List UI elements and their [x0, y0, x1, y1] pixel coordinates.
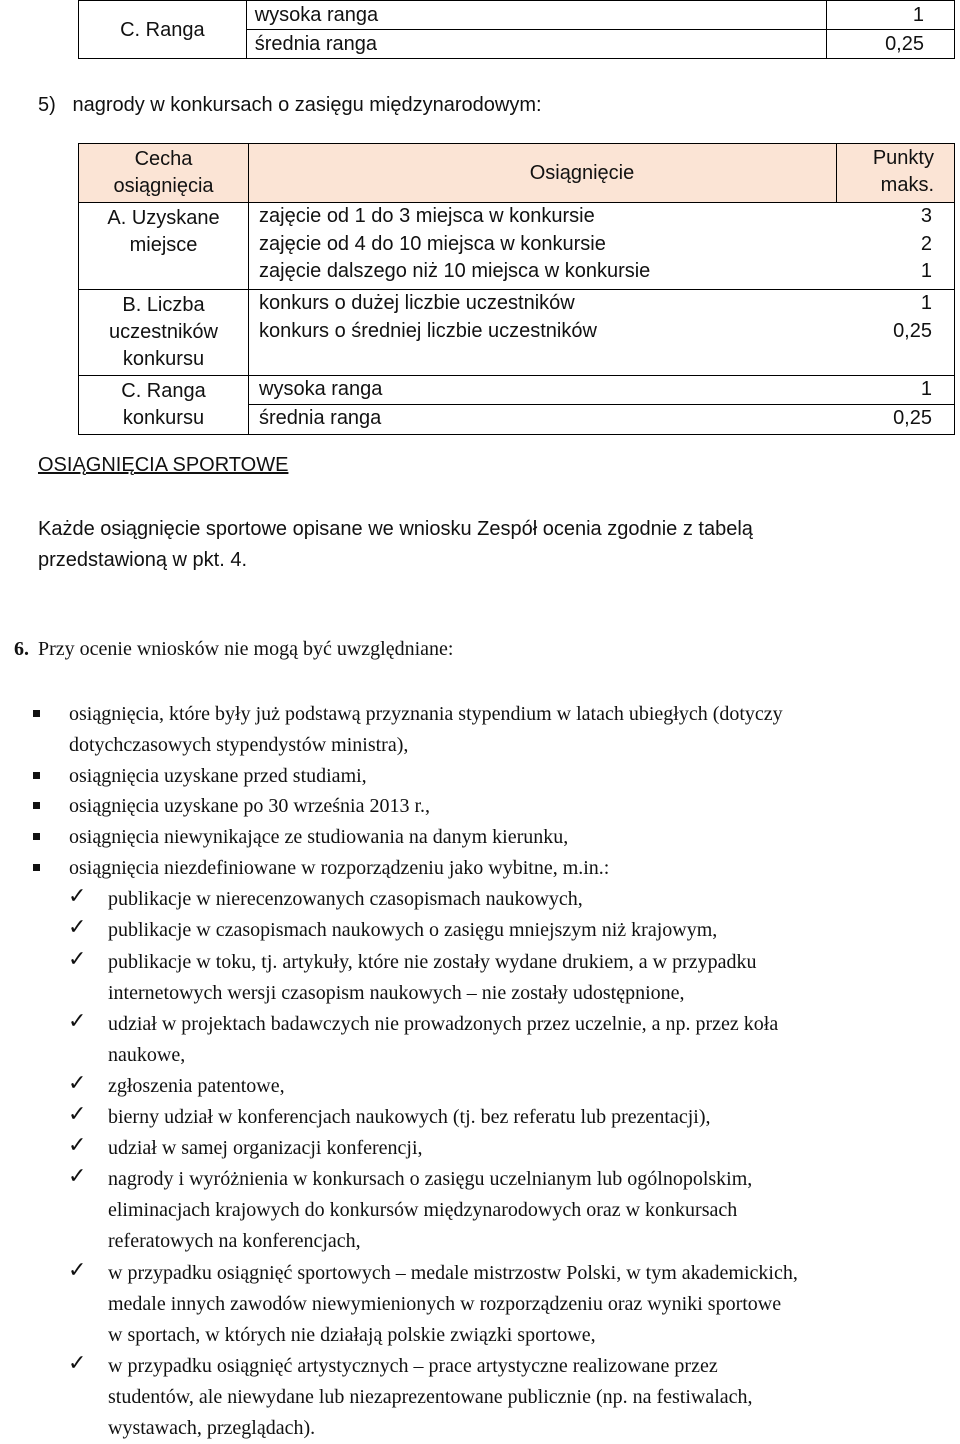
table-row — [249, 318, 954, 346]
checkmark-icon: ✓ — [68, 1133, 87, 1158]
group-a-label-1: A. Uzyskane — [107, 207, 220, 229]
awards-table — [78, 143, 955, 435]
list-item — [69, 699, 783, 761]
list-item-line: medale innych zawodów niewymienionych w rozporządzeniu oraz wyniki sportowe — [108, 1293, 782, 1315]
list-item — [108, 1009, 778, 1071]
list-item — [108, 1133, 423, 1164]
sport-text — [38, 514, 753, 576]
list-item — [108, 1102, 711, 1133]
checkmark-icon: ✓ — [68, 1351, 87, 1376]
row-text: zajęcie dalszego niż 10 miejsca w konkursie — [259, 260, 651, 282]
list-item — [69, 791, 430, 822]
checkmark-icon: ✓ — [68, 947, 87, 972]
list-item-line: nagrody i wyróżnienia w konkursach o zasięgu uczelnianym lub ogólnopolskim, — [108, 1168, 753, 1190]
row-text: zajęcie od 1 do 3 miejsca w konkursie — [259, 205, 595, 227]
group-c-rows — [249, 376, 955, 435]
rank-label-cell — [79, 1, 247, 59]
list-item-line: w sportach, w których nie działają polskie związki sportowe, — [108, 1324, 596, 1346]
table-row — [249, 290, 954, 318]
group-c-row — [79, 376, 955, 435]
list-item-line: w przypadku osiągnięć sportowych – medale mistrzostw Polski, w tym akademickich, — [108, 1262, 798, 1284]
group-b-label-cell — [79, 290, 249, 376]
list-item-line: publikacje w nierecenzowanych czasopismach naukowych, — [108, 888, 583, 910]
list-item-line: osiągnięcia uzyskane przed studiami, — [69, 765, 367, 787]
rank-row-points-1: 1 — [912, 4, 924, 26]
list-item-line: zgłoszenia patentowe, — [108, 1075, 285, 1097]
list-item — [69, 853, 609, 884]
checkmark-icon: ✓ — [68, 1164, 87, 1189]
checkmark-icon: ✓ — [68, 1071, 87, 1096]
checkmark-icon: ✓ — [68, 915, 87, 940]
list-item-line: osiągnięcia niewynikające ze studiowania na danym kierunku, — [69, 826, 569, 848]
rank-row-points — [826, 30, 954, 59]
group-c-label-cell — [79, 376, 249, 435]
sport-heading: OSIĄGNIĘCIA SPORTOWE — [38, 454, 289, 476]
list-item-line: referatowych na konferencjach, — [108, 1230, 361, 1252]
list-item — [108, 884, 583, 915]
list-item-line: osiągnięcia niezdefiniowane w rozporządzeniu jako wybitne, m.in.: — [69, 857, 610, 879]
list-item-line: publikacje w czasopismach naukowych o zasięgu mniejszym niż krajowym, — [108, 919, 718, 941]
list-item — [108, 1164, 752, 1257]
sport-text-line1: Każde osiągnięcie sportowe opisane we wniosku Zespół ocenia zgodnie z tabelą — [38, 518, 753, 540]
square-bullet-icon — [33, 710, 40, 717]
rank-row-text — [246, 1, 826, 30]
row-text: wysoka ranga — [259, 378, 383, 400]
list-item — [108, 915, 717, 946]
table-row — [249, 258, 954, 286]
checkmark-icon: ✓ — [68, 884, 87, 909]
square-bullet-icon — [33, 802, 40, 809]
group-b-label-2: uczestników — [109, 321, 218, 343]
group-b-row — [79, 290, 955, 376]
rank-row-text-1: wysoka ranga — [254, 4, 379, 26]
list-item-line: wystawach, przeglądach). — [108, 1417, 316, 1439]
rank-label: C. Ranga — [120, 18, 205, 41]
square-bullet-icon — [33, 833, 40, 840]
row-text: zajęcie od 4 do 10 miejsca w konkursie — [259, 232, 606, 255]
point6-number: 6. — [14, 638, 29, 660]
row-points: 1 — [920, 292, 932, 314]
list-item-line: w przypadku osiągnięć artystycznych – prace artystyczne realizowane przez — [108, 1355, 718, 1377]
list-item — [108, 1351, 753, 1444]
list-item — [69, 822, 568, 853]
group-a-label-cell — [79, 203, 249, 290]
sport-text-line2: przedstawioną w pkt. 4. — [38, 549, 247, 571]
list-item-line: udział w samej organizacji konferencji, — [108, 1137, 423, 1159]
checkmark-icon: ✓ — [68, 1258, 87, 1283]
list-item-line: naukowe, — [108, 1044, 186, 1066]
row-points: 1 — [920, 260, 932, 282]
table-header-row — [79, 144, 955, 203]
list-item — [108, 1258, 798, 1351]
rank-row-text-2: średnia ranga — [254, 33, 378, 55]
point6-text: Przy ocenie wniosków nie mogą być uwzględniane: — [38, 638, 454, 660]
list-item — [69, 761, 367, 792]
list-item-line: publikacje w toku, tj. artykuły, które nie zostały wydane drukiem, a w przypadku — [108, 951, 757, 973]
table-row — [249, 405, 954, 433]
list-item — [108, 1071, 285, 1102]
table-row — [249, 231, 954, 259]
group-b-rows — [249, 290, 955, 376]
table-row — [249, 376, 954, 405]
group-c-label-1: C. Ranga — [121, 380, 206, 402]
rank-table-fragment — [78, 0, 955, 59]
row-points: 3 — [920, 205, 932, 227]
row-points: 1 — [920, 378, 932, 400]
row-text: konkurs o średniej liczbie uczestników — [259, 319, 597, 342]
list-item-line: dotychczasowych stypendystów ministra), — [69, 734, 409, 756]
row-text: konkurs o dużej liczbie uczestników — [259, 292, 575, 314]
group-a-label-2: miejsce — [129, 234, 198, 256]
list-item-line: osiągnięcia uzyskane po 30 września 2013 r., — [69, 795, 431, 817]
square-bullet-icon — [33, 864, 40, 871]
header-feature — [79, 144, 249, 203]
list-item-line: osiągnięcia, które były już podstawą przyznania stypendium w latach ubiegłych (dotyczy — [69, 703, 783, 725]
rank-row-points-2: 0,25 — [885, 33, 924, 55]
list-item-line: udział w projektach badawczych nie prowadzonych przez uczelnie, a np. przez koła — [108, 1013, 779, 1035]
list-item-line: studentów, ale niewydane lub niezaprezentowane publicznie (np. na festiwalach, — [108, 1386, 753, 1408]
header-points — [837, 144, 955, 203]
list-item — [108, 947, 757, 1009]
list-item-line: internetowych wersji czasopism naukowych – nie zostały udostępnione, — [108, 982, 685, 1004]
group-b-label-3: konkursu — [122, 348, 205, 370]
row-points: 0,25 — [893, 319, 932, 342]
header-points-line1: Punkty — [872, 147, 934, 169]
square-bullet-icon — [33, 772, 40, 779]
list-item-line: bierny udział w konferencjach naukowych (tj. bez referatu lub prezentacji), — [108, 1106, 711, 1128]
list-item-line: eliminacjach krajowych do konkursów międzynarodowych oraz w konkursach — [108, 1199, 738, 1221]
row-points: 2 — [920, 232, 932, 255]
header-points-line2: maks. — [880, 174, 934, 196]
section5-title: 5) nagrody w konkursach o zasięgu międzynarodowym: — [38, 94, 542, 116]
group-a-row — [79, 203, 955, 290]
rank-row-points — [826, 1, 954, 30]
rank-row-text — [246, 30, 826, 59]
header-feature-label: Cecha osiągnięcia — [113, 148, 214, 197]
header-achievement — [249, 144, 837, 203]
row-text: średnia ranga — [259, 406, 382, 429]
header-achievement-label: Osiągnięcie — [529, 161, 635, 184]
group-b-label-1: B. Liczba — [122, 294, 205, 316]
row-points: 0,25 — [893, 406, 932, 429]
table-row — [249, 203, 954, 231]
checkmark-icon: ✓ — [68, 1009, 87, 1034]
checkmark-icon: ✓ — [68, 1102, 87, 1127]
group-c-label-2: konkursu — [122, 407, 205, 429]
group-a-rows — [249, 203, 955, 290]
